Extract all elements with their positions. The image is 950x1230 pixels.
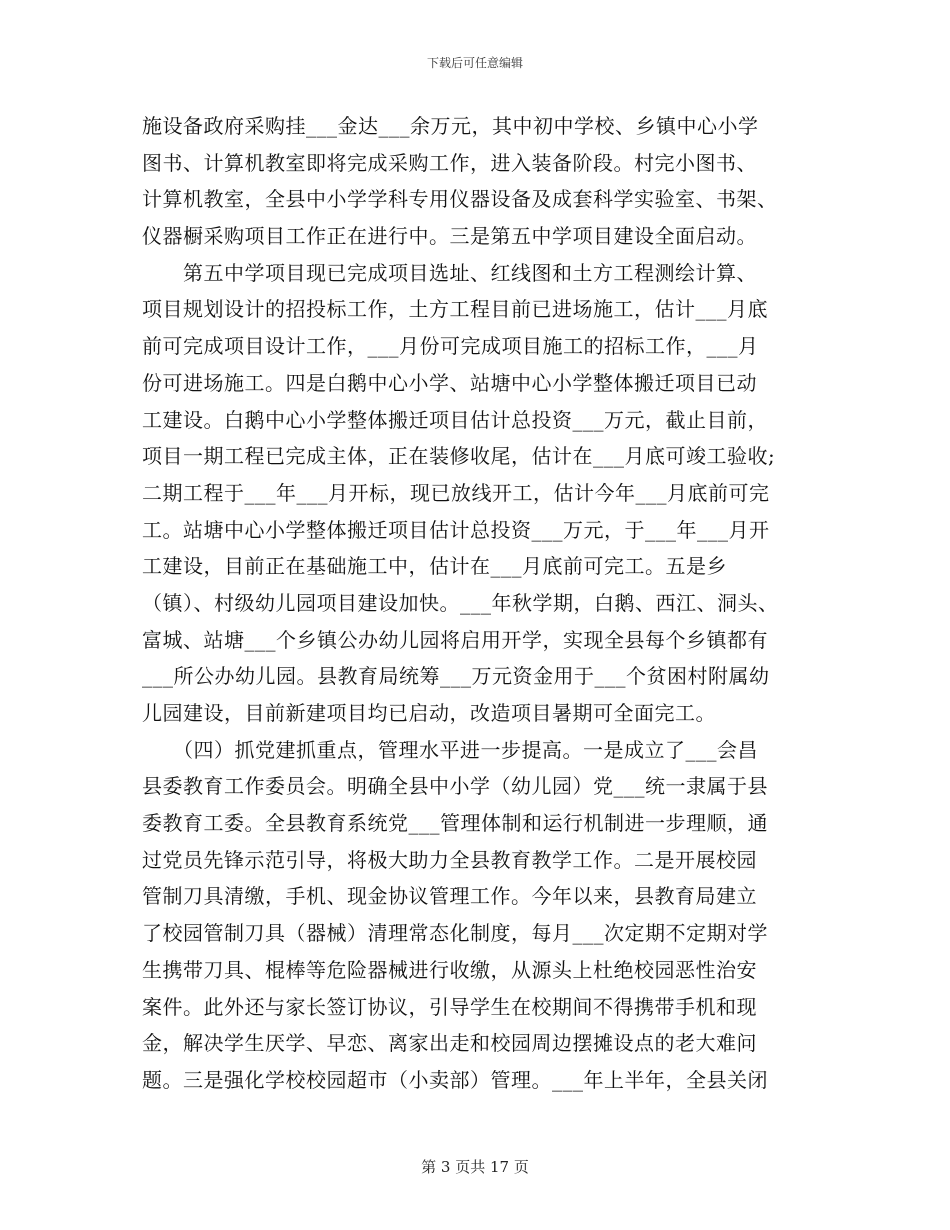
text-line: 案件。此外还与家长签订协议，引导学生在校期间不得携带手机和现 bbox=[142, 994, 757, 1019]
document-body bbox=[142, 108, 812, 1099]
page-footer: 第 3 页共 17 页 bbox=[421, 1158, 529, 1176]
text-line: 工建设。白鹅中心小学整体搬迁项目估计总投资___万元，截止目前， bbox=[142, 407, 768, 432]
text-line: 县委教育工作委员会。明确全县中小学（幼儿园）党___统一隶属于县 bbox=[142, 774, 768, 799]
text-line: 了校园管制刀具（器械）清理常态化制度，每月___次定期不定期对学 bbox=[142, 921, 768, 946]
text-line: 生携带刀具、棍棒等危险器械进行收缴，从源头上杜绝校园恶性治安 bbox=[142, 957, 757, 982]
text-line: ___所公办幼儿园。县教育局统筹___万元资金用于___个贫困村附属幼 bbox=[142, 664, 770, 689]
text-line: 金，解决学生厌学、早恋、离家出走和校园周边摆摊设点的老大难问 bbox=[142, 1031, 757, 1056]
text-line: 计算机教室，全县中小学学科专用仪器设备及成套科学实验室、书架、 bbox=[142, 187, 778, 212]
text-line: 前可完成项目设计工作，___月份可完成项目施工的招标工作，___月 bbox=[142, 334, 759, 359]
text-line: 仪器橱采购项目工作正在进行中。三是第五中学项目建设全面启动。 bbox=[142, 224, 757, 249]
text-line: 过党员先锋示范引导，将极大助力全县教育教学工作。二是开展校园 bbox=[142, 847, 757, 872]
text-line: 委教育工委。全县教育系统党___管理体制和运行机制进一步理顺，通 bbox=[142, 811, 768, 836]
text-line: 图书、计算机教室即将完成采购工作，进入装备阶段。村完小图书、 bbox=[142, 150, 757, 175]
text-line: （镇）、村级幼儿园项目建设加快。___年秋学期，白鹅、西江、洞头、 bbox=[142, 590, 779, 615]
text-line: 工建设，目前正在基础施工中，估计在___月底前可完工。五是乡 bbox=[142, 554, 727, 579]
text-line: 题。三是强化学校校园超市（小卖部）管理。___年上半年，全县关闭 bbox=[142, 1067, 768, 1092]
text-line: 工。站塘中心小学整体搬迁项目估计总投资___万元，于___年___月开 bbox=[142, 517, 770, 542]
text-line: 份可进场施工。四是白鹅中心小学、站塘中心小学整体搬迁项目已动 bbox=[142, 370, 757, 395]
text-line: 施设备政府采购挂___金达___余万元，其中初中学校、乡镇中心小学 bbox=[142, 114, 759, 138]
text-line: 儿园建设，目前新建项目均已启动，改造项目暑期可全面完工。 bbox=[142, 701, 716, 725]
text-line: （四）抓党建抓重点，管理水平进一步提高。一是成立了___会昌 bbox=[142, 737, 758, 762]
text-line: 项目规划设计的招投标工作，土方工程目前已进场施工，估计___月底 bbox=[142, 297, 768, 322]
text-line: 项目一期工程已完成主体，正在装修收尾，估计在___月底可竣工验收; bbox=[142, 444, 776, 469]
page-header: 下载后可任意编辑 bbox=[426, 56, 523, 70]
text-line: 第五中学项目现已完成项目选址、红线图和土方工程测绘计算、 bbox=[142, 260, 757, 285]
text-line: 二期工程于___年___月开标，现已放线开工，估计今年___月底前可完 bbox=[142, 480, 770, 505]
text-line: 管制刀具清缴，手机、现金协议管理工作。今年以来，县教育局建立 bbox=[142, 884, 757, 909]
text-line: 富城、站塘___个乡镇公办幼儿园将启用开学，实现全县每个乡镇都有 bbox=[142, 627, 768, 652]
